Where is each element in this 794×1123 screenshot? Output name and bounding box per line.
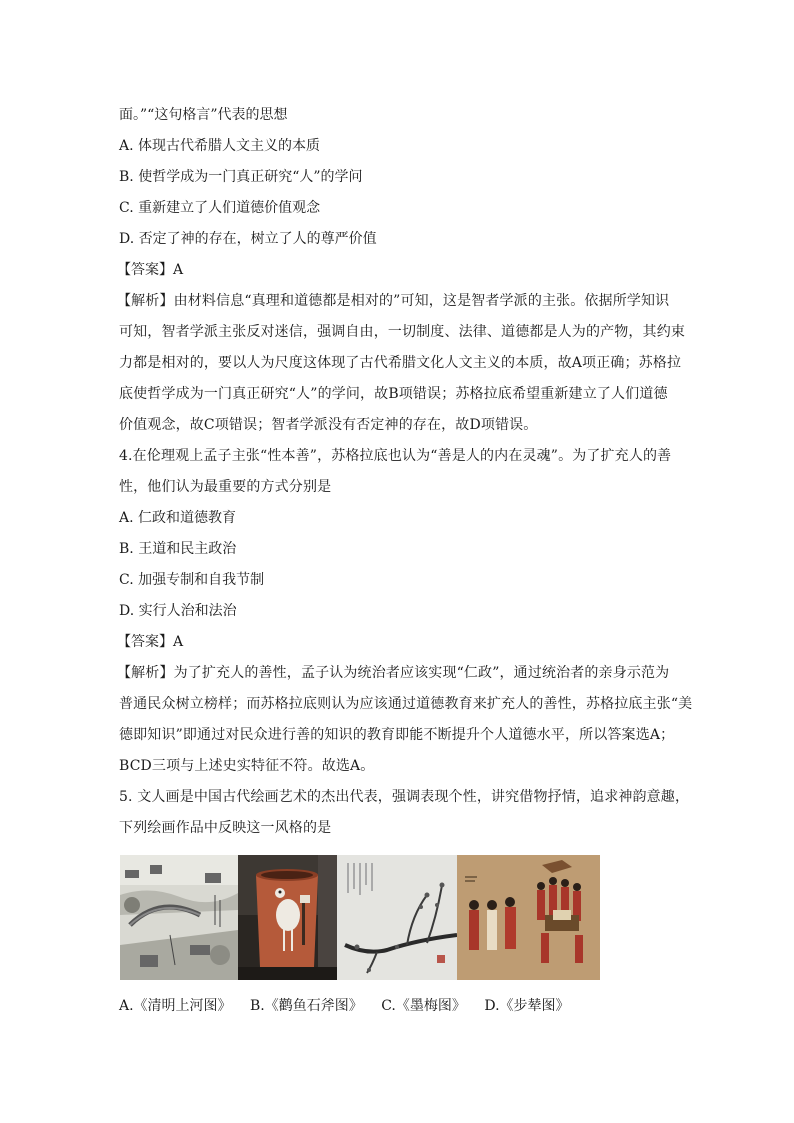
painting-qingming-image — [120, 855, 238, 980]
q4-analysis — [117, 658, 693, 782]
q5-stem — [119, 782, 690, 844]
q3-analysis-line: 可知，智者学派主张反对迷信，强调自由，一切制度、法律、道德都是人为的产物，其约束 — [119, 324, 685, 340]
document-body — [117, 100, 693, 844]
q4-analysis-line: 普通民众树立榜样；而苏格拉底则认为应该通过道德教育来扩充人的善性，苏格拉底主张“美 — [119, 696, 693, 712]
pottery-stork-fish-axe-image — [238, 855, 337, 980]
painting-plum-blossom-image — [337, 855, 457, 980]
q4-analysis-line: BCD三项与上述史实特征不符。故选A。 — [119, 758, 375, 774]
q4-stem-line: 4.在伦理观上孟子主张“性本善”，苏格拉底也认为“善是人的内在灵魂”。为了扩充人的善 — [119, 448, 672, 464]
q5-option-a: A.《清明上河图》 — [119, 998, 232, 1014]
q5-stem-line: 5. 文人画是中国古代绘画艺术的杰出代表，强调表现个性，讲究借物抒情，追求神韵意趣， — [119, 789, 690, 805]
painting-bunian-image — [457, 855, 600, 980]
q4-stem-line: 性，他们认为最重要的方式分别是 — [119, 479, 332, 495]
q3-option-c: C. 重新建立了人们道德价值观念 — [119, 200, 321, 216]
q3-analysis-line: 底使哲学成为一门真正研究“人”的学问，故B项错误；苏格拉底希望重新建立了人们道德 — [119, 386, 668, 402]
q5-option-c: C.《墨梅图》 — [381, 998, 466, 1014]
q4-option-c: C. 加强专制和自我节制 — [119, 572, 265, 588]
q3-answer: 【答案】A — [117, 262, 184, 278]
q4-stem — [119, 441, 679, 503]
q4-option-b: B. 王道和民主政治 — [119, 541, 237, 557]
q4-answer: 【答案】A — [117, 634, 184, 650]
q5-figure-strip — [120, 855, 600, 980]
q3-stem-tail: 面。”“这句格言”代表的思想 — [119, 107, 288, 123]
q5-option-b: B.《鹳鱼石斧图》 — [250, 998, 363, 1014]
q5-stem-line: 下列绘画作品中反映这一风格的是 — [119, 820, 332, 836]
q5-option-d: D.《步辇图》 — [484, 998, 570, 1014]
q3-option-b: B. 使哲学成为一门真正研究“人”的学问 — [119, 169, 363, 185]
q4-option-a: A. 仁政和道德教育 — [119, 510, 237, 526]
q4-analysis-line: 德即知识”即通过对民众进行善的知识的教育即能不断提升个人道德水平，所以答案选A； — [119, 727, 675, 743]
q3-analysis-line: 力都是相对的，要以人为尺度这体现了古代希腊文化人文主义的本质，故A项正确；苏格拉 — [119, 355, 682, 371]
q4-option-d: D. 实行人治和法治 — [119, 603, 237, 619]
q3-analysis-line: 【解析】由材料信息“真理和道德都是相对的”可知，这是智者学派的主张。依据所学知识 — [117, 293, 670, 309]
q3-analysis-line: 价值观念，故C项错误；智者学派没有否定神的存在，故D项错误。 — [119, 417, 538, 433]
q5-options — [119, 991, 584, 1022]
q4-analysis-line: 【解析】为了扩充人的善性，孟子认为统治者应该实现“仁政”，通过统治者的亲身示范为 — [117, 665, 670, 681]
q3-option-a: A. 体现古代希腊人文主义的本质 — [119, 138, 321, 154]
q3-analysis — [117, 286, 685, 441]
q3-option-d: D. 否定了神的存在，树立了人的尊严价值 — [119, 231, 377, 247]
